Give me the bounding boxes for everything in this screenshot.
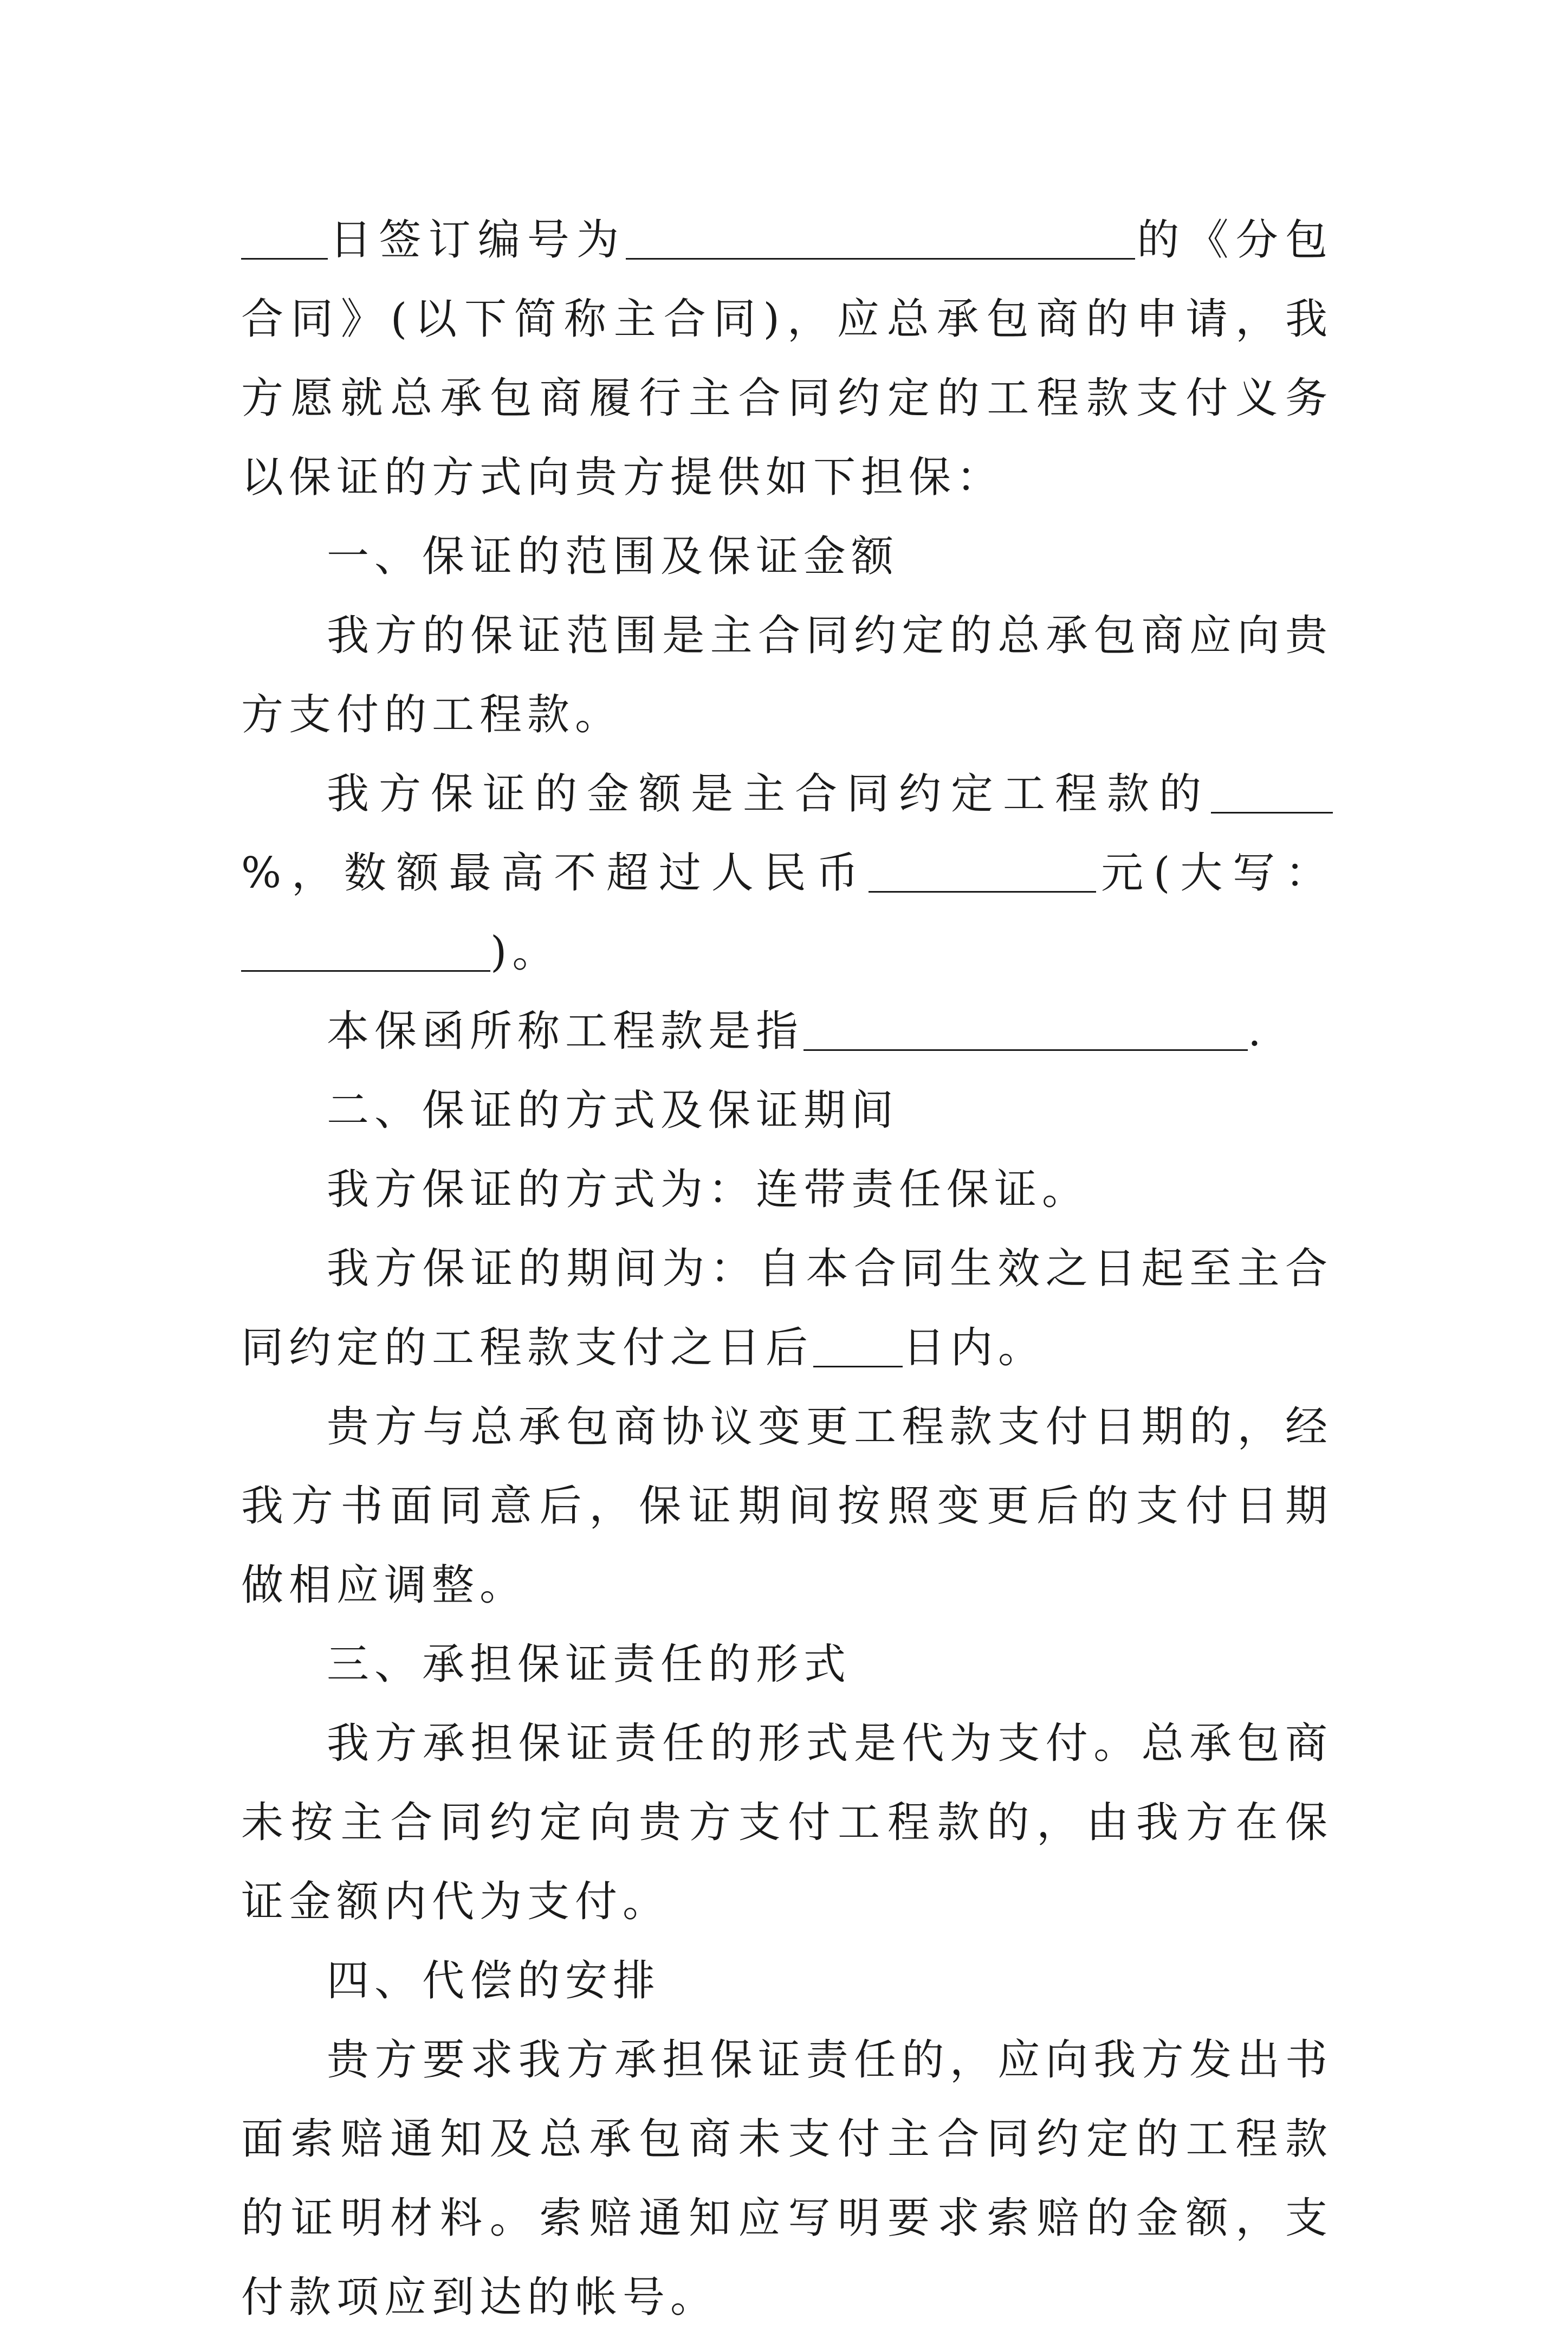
section4-body: 贵方要求我方承担保证责任的，应向我方发出书面索赔通知及总承包商未支付主合同约定的工程款的证明材料。索赔通知应写明要求索赔的金额，支付款项应到达的帐号。: [241, 2036, 1333, 2322]
intro-text-2: 的《分包合同》(以下简称主合同)，应总承包商的申请，我方愿就总承包商履行主合同约定的工程款支付义务以保证的方式向贵方提供如下担保：: [241, 216, 1333, 502]
period-text-1: 我方保证的期间为：自本合同生效之日起至主合同约定的工程款支付之日后: [241, 1244, 1333, 1372]
section2-method: 我方保证的方式为：连带责任保证。: [327, 1165, 1090, 1214]
section2-heading: 二、保证的方式及保证期间: [327, 1086, 899, 1135]
section1-scope: 我方的保证范围是主合同约定的总承包商应向贵方支付的工程款。: [241, 611, 1333, 739]
amount-text-4: )。: [490, 928, 560, 977]
amount-text-2: %，数额最高不超过人民币: [241, 849, 869, 898]
period-text-2: 日内。: [903, 1324, 1046, 1372]
section1-amount: [241, 754, 1333, 992]
section4-heading: 四、代偿的安排: [327, 1957, 661, 2005]
document-page: [241, 201, 1333, 2337]
section2-change: 贵方与总承包商协议变更工程款支付日期的，经我方书面同意后，保证期间按照变更后的支付日期做相应调整。: [241, 1403, 1333, 1610]
section3-heading: 三、承担保证责任的形式: [327, 1640, 852, 1689]
blank-contract-number: [626, 210, 1135, 260]
amount-text-3: 元(大写：: [1096, 849, 1333, 898]
definition-text-2: .: [1248, 1007, 1267, 1056]
blank-percent: [1211, 764, 1333, 814]
amount-text-1: 我方保证的金额是主合同约定工程款的: [327, 770, 1211, 818]
section1-heading: 一、保证的范围及保证金额: [327, 532, 899, 581]
blank-definition: [804, 1002, 1248, 1051]
section2-period: [241, 1229, 1333, 1387]
blank-day: [241, 210, 328, 260]
blank-days: [813, 1318, 903, 1367]
section3-body: 我方承担保证责任的形式是代为支付。总承包商未按主合同约定向贵方支付工程款的，由我方在保证金额内代为支付。: [241, 1719, 1333, 1926]
blank-amount: [869, 843, 1096, 893]
blank-amount-words: [241, 922, 490, 972]
intro-text-1: 日签订编号为: [328, 216, 626, 264]
section1-definition: [241, 992, 1333, 1071]
intro-paragraph: [241, 201, 1333, 517]
definition-text-1: 本保函所称工程款是指: [327, 1007, 804, 1056]
